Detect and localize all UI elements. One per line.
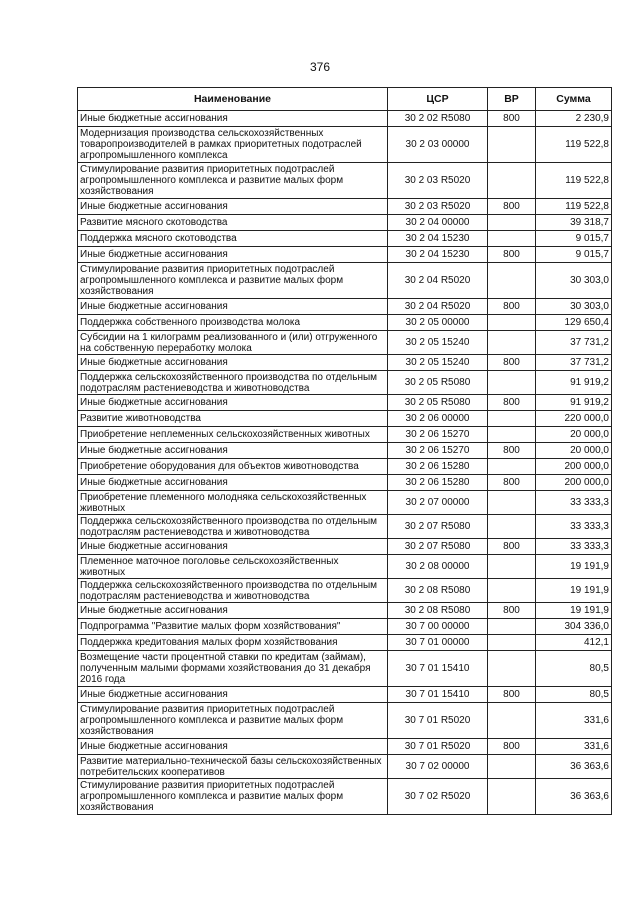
table-row [78, 163, 612, 199]
cell-sum: 37 731,2 [536, 331, 612, 355]
cell-sum: 19 191,9 [536, 579, 612, 603]
cell-name: Иные бюджетные ассигнования [78, 199, 388, 215]
cell-csr: 30 2 05 R5080 [388, 395, 488, 411]
cell-vr [488, 427, 536, 443]
cell-csr: 30 2 04 R5020 [388, 299, 488, 315]
cell-csr: 30 2 06 15270 [388, 443, 488, 459]
cell-csr: 30 2 06 15280 [388, 475, 488, 491]
cell-sum: 119 522,8 [536, 199, 612, 215]
cell-name: Стимулирование развития приоритетных подотраслей агропромышленного комплекса и развитие малых форм хозяйствования [78, 703, 388, 739]
cell-csr: 30 7 01 15410 [388, 687, 488, 703]
cell-sum: 331,6 [536, 703, 612, 739]
cell-name: Развитие материально-технической базы сельскохозяйственных потребительских кооперативов [78, 755, 388, 779]
cell-csr: 30 7 00 00000 [388, 619, 488, 635]
table-row [78, 315, 612, 331]
table-row [78, 127, 612, 163]
cell-sum: 2 230,9 [536, 111, 612, 127]
cell-csr: 30 2 07 R5080 [388, 515, 488, 539]
table-row [78, 231, 612, 247]
cell-name: Племенное маточное поголовье сельскохозяйственных животных [78, 555, 388, 579]
table-row [78, 215, 612, 231]
cell-name: Иные бюджетные ассигнования [78, 299, 388, 315]
budget-table [77, 87, 612, 815]
cell-csr: 30 7 01 R5020 [388, 739, 488, 755]
cell-sum: 30 303,0 [536, 299, 612, 315]
table-row [78, 427, 612, 443]
table-body [78, 111, 612, 815]
cell-name: Поддержка сельскохозяйственного производства по отдельным подотраслям растениеводства и животноводства [78, 371, 388, 395]
table-row [78, 111, 612, 127]
cell-name: Возмещение части процентной ставки по кредитам (займам), полученным малыми формами хозяйствования до 31 декабря 2016 года [78, 651, 388, 687]
table-row [78, 687, 612, 703]
table-row [78, 619, 612, 635]
cell-vr: 800 [488, 739, 536, 755]
cell-sum: 33 333,3 [536, 539, 612, 555]
cell-csr: 30 2 05 00000 [388, 315, 488, 331]
cell-csr: 30 2 06 15270 [388, 427, 488, 443]
cell-sum: 304 336,0 [536, 619, 612, 635]
cell-name: Иные бюджетные ассигнования [78, 247, 388, 263]
cell-vr [488, 371, 536, 395]
cell-name: Стимулирование развития приоритетных подотраслей агропромышленного комплекса и развитие малых форм хозяйствования [78, 779, 388, 815]
cell-vr [488, 555, 536, 579]
cell-csr: 30 2 03 R5020 [388, 199, 488, 215]
cell-sum: 19 191,9 [536, 555, 612, 579]
cell-name: Поддержка сельскохозяйственного производства по отдельным подотраслям растениеводства и животноводства [78, 515, 388, 539]
cell-csr: 30 2 05 15240 [388, 355, 488, 371]
table-row [78, 651, 612, 687]
cell-sum: 30 303,0 [536, 263, 612, 299]
cell-name: Стимулирование развития приоритетных подотраслей агропромышленного комплекса и развитие малых форм хозяйствования [78, 163, 388, 199]
cell-sum: 9 015,7 [536, 247, 612, 263]
cell-vr: 800 [488, 355, 536, 371]
cell-vr: 800 [488, 299, 536, 315]
cell-sum: 39 318,7 [536, 215, 612, 231]
cell-csr: 30 2 07 R5080 [388, 539, 488, 555]
cell-vr [488, 331, 536, 355]
table-row [78, 331, 612, 355]
cell-name: Иные бюджетные ассигнования [78, 355, 388, 371]
cell-csr: 30 2 03 00000 [388, 127, 488, 163]
cell-csr: 30 2 03 R5020 [388, 163, 488, 199]
cell-vr [488, 231, 536, 247]
table-row [78, 299, 612, 315]
cell-vr: 800 [488, 475, 536, 491]
cell-csr: 30 7 02 R5020 [388, 779, 488, 815]
cell-vr: 800 [488, 603, 536, 619]
cell-vr [488, 215, 536, 231]
cell-csr: 30 2 08 R5080 [388, 579, 488, 603]
cell-csr: 30 7 01 00000 [388, 635, 488, 651]
cell-vr: 800 [488, 395, 536, 411]
cell-vr [488, 515, 536, 539]
cell-csr: 30 2 04 15230 [388, 247, 488, 263]
cell-csr: 30 2 06 15280 [388, 459, 488, 475]
cell-sum: 129 650,4 [536, 315, 612, 331]
table-row [78, 779, 612, 815]
cell-vr [488, 755, 536, 779]
cell-name: Модернизация производства сельскохозяйственных товаропроизводителей в рамках приоритетных подотраслей агропромышленного комплекса [78, 127, 388, 163]
header-csr: ЦСР [388, 88, 488, 111]
page-number: 376 [309, 60, 331, 74]
cell-sum: 412,1 [536, 635, 612, 651]
cell-sum: 33 333,3 [536, 515, 612, 539]
table-row [78, 395, 612, 411]
cell-vr [488, 163, 536, 199]
cell-name: Поддержка собственного производства молока [78, 315, 388, 331]
table-row [78, 539, 612, 555]
cell-csr: 30 2 04 00000 [388, 215, 488, 231]
table-row [78, 355, 612, 371]
cell-name: Иные бюджетные ассигнования [78, 687, 388, 703]
cell-name: Иные бюджетные ассигнования [78, 739, 388, 755]
table-row [78, 263, 612, 299]
cell-sum: 200 000,0 [536, 475, 612, 491]
cell-csr: 30 2 02 R5080 [388, 111, 488, 127]
cell-sum: 80,5 [536, 651, 612, 687]
cell-sum: 119 522,8 [536, 163, 612, 199]
cell-sum: 37 731,2 [536, 355, 612, 371]
cell-vr [488, 635, 536, 651]
table-row [78, 443, 612, 459]
table-row [78, 515, 612, 539]
cell-sum: 200 000,0 [536, 459, 612, 475]
cell-sum: 80,5 [536, 687, 612, 703]
cell-vr [488, 315, 536, 331]
cell-vr: 800 [488, 443, 536, 459]
cell-csr: 30 2 06 00000 [388, 411, 488, 427]
table-row [78, 635, 612, 651]
cell-name: Поддержка мясного скотоводства [78, 231, 388, 247]
cell-sum: 119 522,8 [536, 127, 612, 163]
cell-name: Иные бюджетные ассигнования [78, 603, 388, 619]
cell-csr: 30 7 02 00000 [388, 755, 488, 779]
header-name: Наименование [78, 88, 388, 111]
cell-csr: 30 7 01 15410 [388, 651, 488, 687]
cell-name: Подпрограмма "Развитие малых форм хозяйствования" [78, 619, 388, 635]
table-row [78, 755, 612, 779]
cell-csr: 30 2 08 R5080 [388, 603, 488, 619]
table-row [78, 555, 612, 579]
table-row [78, 199, 612, 215]
cell-sum: 91 919,2 [536, 395, 612, 411]
cell-vr: 800 [488, 111, 536, 127]
cell-csr: 30 2 05 R5080 [388, 371, 488, 395]
cell-vr [488, 651, 536, 687]
cell-csr: 30 2 08 00000 [388, 555, 488, 579]
cell-vr [488, 491, 536, 515]
cell-csr: 30 7 01 R5020 [388, 703, 488, 739]
cell-name: Субсидии на 1 килограмм реализованного и (или) отгруженного на собственную переработку молока [78, 331, 388, 355]
table-row [78, 371, 612, 395]
cell-name: Стимулирование развития приоритетных подотраслей агропромышленного комплекса и развитие малых форм хозяйствования [78, 263, 388, 299]
cell-vr [488, 579, 536, 603]
cell-sum: 33 333,3 [536, 491, 612, 515]
cell-vr: 800 [488, 247, 536, 263]
table-row [78, 579, 612, 603]
cell-vr: 800 [488, 539, 536, 555]
cell-name: Иные бюджетные ассигнования [78, 443, 388, 459]
cell-vr [488, 411, 536, 427]
header-vr: ВР [488, 88, 536, 111]
table-row [78, 603, 612, 619]
cell-name: Поддержка сельскохозяйственного производства по отдельным подотраслям растениеводства и животноводства [78, 579, 388, 603]
cell-vr [488, 127, 536, 163]
cell-name: Приобретение неплеменных сельскохозяйственных животных [78, 427, 388, 443]
cell-name: Иные бюджетные ассигнования [78, 539, 388, 555]
cell-name: Иные бюджетные ассигнования [78, 111, 388, 127]
cell-sum: 19 191,9 [536, 603, 612, 619]
cell-vr [488, 263, 536, 299]
table-header-row [78, 88, 612, 111]
cell-csr: 30 2 04 15230 [388, 231, 488, 247]
table-row [78, 411, 612, 427]
cell-sum: 20 000,0 [536, 427, 612, 443]
cell-sum: 220 000,0 [536, 411, 612, 427]
cell-name: Иные бюджетные ассигнования [78, 395, 388, 411]
cell-vr [488, 779, 536, 815]
cell-name: Иные бюджетные ассигнования [78, 475, 388, 491]
cell-vr: 800 [488, 687, 536, 703]
cell-sum: 331,6 [536, 739, 612, 755]
cell-csr: 30 2 05 15240 [388, 331, 488, 355]
cell-name: Развитие животноводства [78, 411, 388, 427]
cell-vr [488, 703, 536, 739]
cell-sum: 20 000,0 [536, 443, 612, 459]
cell-csr: 30 2 04 R5020 [388, 263, 488, 299]
cell-name: Поддержка кредитования малых форм хозяйствования [78, 635, 388, 651]
cell-vr [488, 619, 536, 635]
cell-csr: 30 2 07 00000 [388, 491, 488, 515]
table-row [78, 459, 612, 475]
cell-name: Приобретение племенного молодняка сельскохозяйственных животных [78, 491, 388, 515]
table-row [78, 247, 612, 263]
cell-vr: 800 [488, 199, 536, 215]
table-row [78, 475, 612, 491]
cell-sum: 91 919,2 [536, 371, 612, 395]
cell-name: Развитие мясного скотоводства [78, 215, 388, 231]
table-row [78, 739, 612, 755]
cell-vr [488, 459, 536, 475]
header-sum: Сумма [536, 88, 612, 111]
cell-name: Приобретение оборудования для объектов животноводства [78, 459, 388, 475]
cell-sum: 36 363,6 [536, 779, 612, 815]
table-row [78, 491, 612, 515]
cell-sum: 36 363,6 [536, 755, 612, 779]
cell-sum: 9 015,7 [536, 231, 612, 247]
table-row [78, 703, 612, 739]
